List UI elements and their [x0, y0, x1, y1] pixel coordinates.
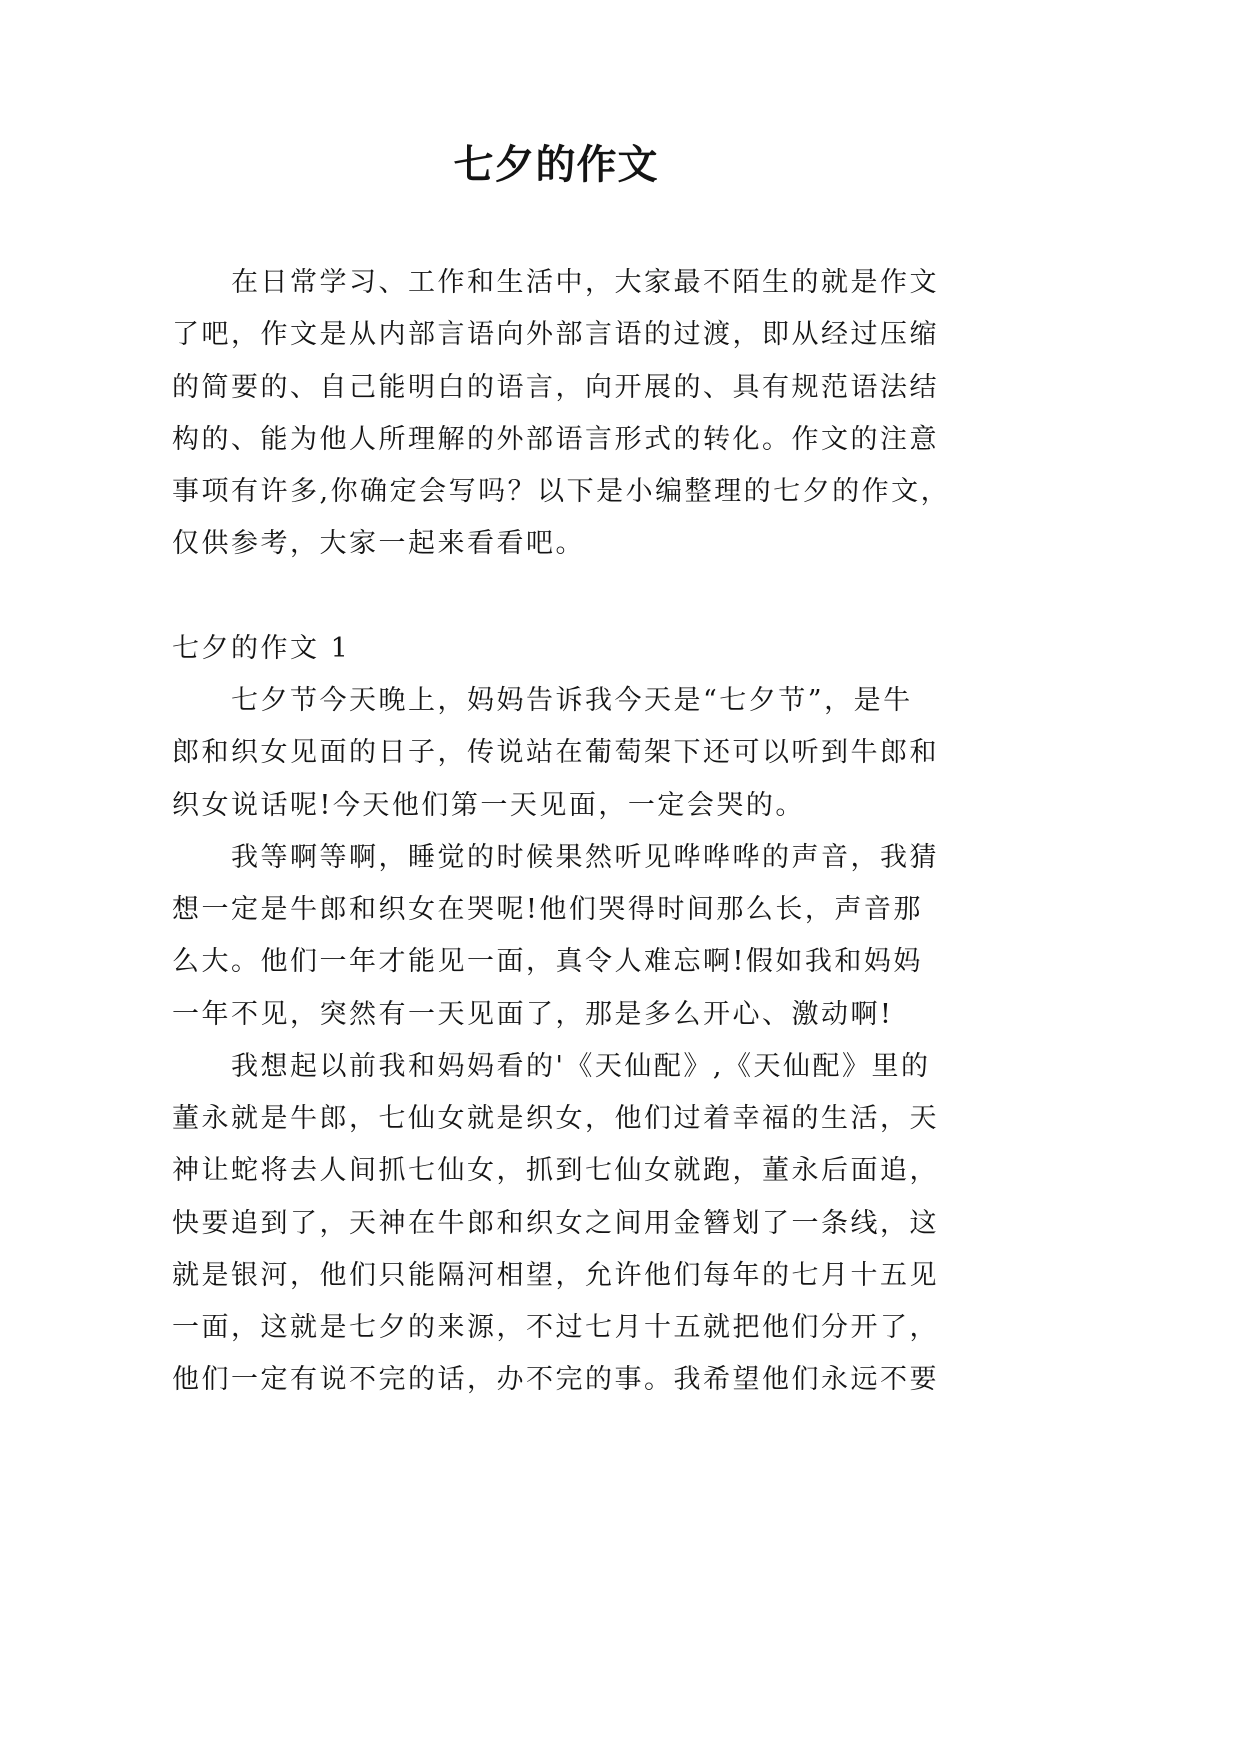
paragraph-line: 仅供参考，大家一起来看看吧。 [172, 528, 585, 560]
paragraph-line: 我想起以前我和妈妈看的'《天仙配》,《天仙配》里的 [231, 1050, 931, 1082]
paragraph-line: 一面，这就是七夕的来源，不过七月十五就把他们分开了， [172, 1312, 939, 1343]
paragraph-line: 么大。他们一年才能见一面，真令人难忘啊!假如我和妈妈 [172, 946, 923, 978]
paragraph-line: 织女说话呢!今天他们第一天见面，一定会哭的。 [172, 789, 805, 821]
document-body [172, 257, 972, 1407]
paragraph-line: 就是银河，他们只能隔河相望，允许他们每年的七月十五见 [172, 1259, 939, 1291]
paragraph-line: 了吧，作文是从内部言语向外部言语的过渡，即从经过压缩 [172, 319, 939, 351]
paragraph-line: 想一定是牛郎和织女在哭呢!他们哭得时间那么长，声音那 [172, 894, 923, 925]
section-paragraph [172, 675, 972, 832]
paragraph-line: 我等啊等啊，睡觉的时候果然听见哗哗哗的声音，我猜 [231, 841, 939, 873]
section-paragraph [172, 1041, 972, 1407]
paragraph-line: 他们一定有说不完的话，办不完的事。我希望他们永远不要 [172, 1364, 939, 1396]
intro-paragraph [172, 257, 972, 571]
paragraph-line: 一年不见，突然有一天见面了，那是多么开心、激动啊! [172, 998, 894, 1030]
section-heading: 七夕的作文 1 [172, 632, 351, 664]
paragraph-line: 七夕节今天晚上，妈妈告诉我今天是“七夕节”，是牛 [231, 685, 913, 716]
paragraph-line: 董永就是牛郎，七仙女就是织女，他们过着幸福的生活，天 [172, 1103, 939, 1134]
paragraph-line: 在日常学习、工作和生活中，大家最不陌生的就是作文 [231, 267, 939, 298]
paragraph-line: 构的、能为他人所理解的外部语言形式的转化。作文的注意 [172, 423, 939, 455]
paragraph-line: 郎和织女见面的日子，传说站在葡萄架下还可以听到牛郎和 [172, 737, 939, 769]
paragraph-line: 神让蛇将去人间抓七仙女，抓到七仙女就跑，董永后面追， [172, 1155, 939, 1187]
paragraph-line: 的简要的、自己能明白的语言，向开展的、具有规范语法结 [172, 371, 939, 403]
paragraph-line: 快要追到了，天神在牛郎和织女之间用金簪划了一条线，这 [172, 1207, 939, 1239]
paragraph-line: 事项有许多,你确定会写吗？以下是小编整理的七夕的作文， [172, 476, 951, 507]
document-title: 七夕的作文 [453, 141, 659, 188]
section-paragraph [172, 832, 972, 1041]
